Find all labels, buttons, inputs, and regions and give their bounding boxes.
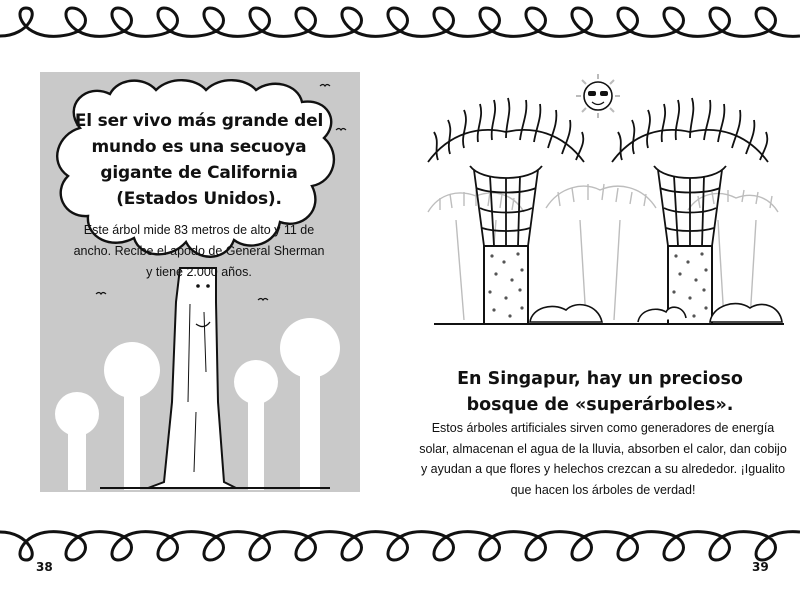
left-body: Este árbol mide 83 metros de alto y 11 de ancho. Recibe el apodo de General Sherman y tiene 2.000 años. — [73, 223, 325, 279]
left-text-block — [64, 108, 334, 283]
left-heading: El ser vivo más grande del mundo es una secuoya gigante de California (Estados Unidos). — [74, 111, 324, 209]
right-body: Estos árboles artificiales sirven como generadores de energía solar, almacenan el agua de la lluvia, absorben el calor, dan cobijo y ayudan a que flores y helechos crezcan a su alrededor. ¡Igualito que hacen los árboles de verdad! — [419, 421, 787, 497]
loop-border-bottom — [0, 510, 800, 566]
right-heading: En Singapur, hay un precioso bosque de «superárboles». — [457, 369, 743, 415]
page-number-left: 38 — [36, 560, 53, 574]
sun-icon — [576, 74, 620, 118]
page-number-right: 39 — [752, 560, 769, 574]
loop-border-top — [0, 0, 800, 56]
supertrees-illustration — [420, 70, 790, 330]
